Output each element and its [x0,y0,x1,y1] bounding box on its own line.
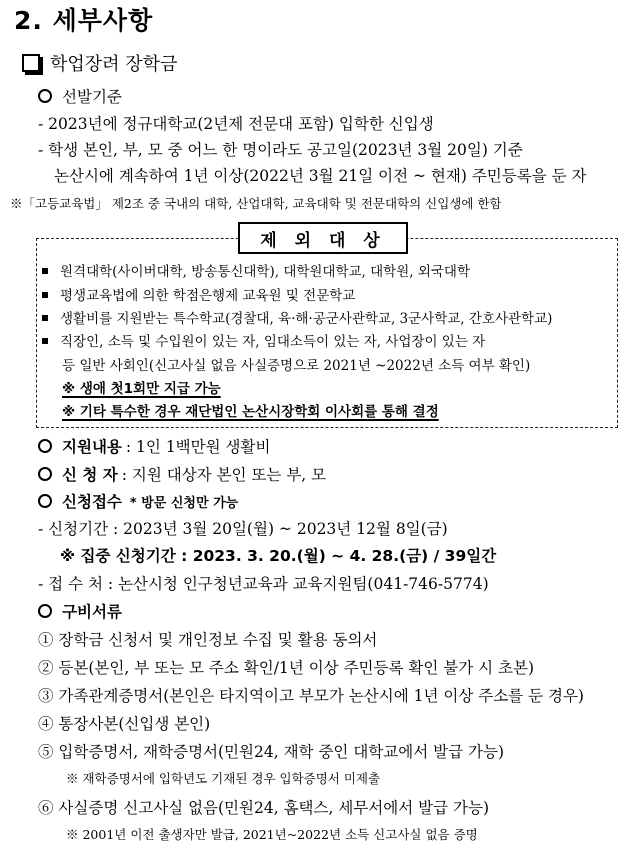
square-bullet-icon [42,338,48,344]
circle-bullet-icon [38,467,52,481]
eligibility-item: - 2023년에 정규대학교(2년제 전문대 포함) 입학한 신입생 [38,115,434,133]
exclusion-note: ※ 기타 특수한 경우 재단법인 논산시장학회 이사회를 통해 결정 [62,404,439,420]
page-title: 2. 세부사항 [14,6,154,35]
exclusion-item-continued: 등 일반 사회인(신고사실 없음 사실증명으로 2021년 ~2022년 소득 여부 확인) [62,358,531,374]
checkbox-icon [22,54,40,72]
application-row: 신청접수 * 방문 신청만 가능 [38,495,238,511]
eligibility-item: - 학생 본인, 부, 모 중 어느 한 명이라도 공고일(2023년 3월 20일) 기준 [38,141,523,159]
exclusion-item: 직장인, 소득 및 수입원이 있는 자, 임대소득이 있는 자, 사업장이 있는 자 [42,336,485,350]
exclusion-item: 원격대학(사이버대학, 방송통신대학), 대학원대학교, 대학원, 외국대학 [42,266,470,280]
document-item: ① 장학금 신청서 및 개인정보 수집 및 활용 동의서 [38,631,378,649]
document-item: ⑤ 입학증명서, 재학증명서(민원24, 재학 중인 대학교에서 발급 가능) [38,743,504,761]
document-item: ③ 가족관계증명서(본인은 타지역이고 부모가 논산시에 1년 이상 주소를 둔 경우) [38,687,584,705]
support-row: 지원내용 : 1인 1백만원 생활비 [38,440,270,456]
square-bullet-icon [42,292,48,298]
exclusion-item: 생활비를 지원받는 특수학교(경찰대, 육·해·공군사관학교, 3군사학교, 간호사관학교) [42,313,552,327]
document-item: ⑥ 사실증명 신고사실 없음(민원24, 홈택스, 세무서에서 발급 가능) [38,799,490,817]
exclusion-item: 평생교육법에 의한 학점은행제 교육원 및 전문학교 [42,290,355,304]
application-focus: ※ 집중 신청기간 : 2023. 3. 20.(월) ~ 4. 28.(금) / 39일간 [60,547,497,565]
application-period: - 신청기간 : 2023년 3월 20일(월) ~ 2023년 12월 8일(금) [38,520,448,538]
application-office: - 접 수 처 : 논산시청 인구청년교육과 교육지원팀(041-746-5774) [38,575,489,593]
document-note: ※ 2001년 이전 출생자만 발급, 2021년~2022년 소득 신고사실 없음 증명 [66,827,478,842]
circle-bullet-icon [38,439,52,453]
exclusion-title: 제 외 대 상 [238,222,408,254]
circle-bullet-icon [38,89,52,103]
documents-heading: 구비서류 [38,605,122,621]
eligibility-heading: 선발기준 [38,90,122,106]
eligibility-note: ※「고등교육법」 제2조 중 국내의 대학, 산업대학, 교육대학 및 전문대학의 신입생에 한함 [10,196,502,211]
circle-bullet-icon [38,604,52,618]
section-title: 학업장려 장학금 [50,54,178,75]
section-heading [22,56,177,74]
document-item: ② 등본(본인, 부 또는 모 주소 확인/1년 이상 주민등록 확인 불가 시 초본) [38,659,535,677]
document-item: ④ 통장사본(신입생 본인) [38,715,211,733]
document-note: ※ 재학증명서에 입학년도 기재된 경우 입학증명서 미제출 [66,771,381,786]
circle-bullet-icon [38,494,52,508]
square-bullet-icon [42,268,48,274]
eligibility-item: 논산시에 계속하여 1년 이상(2022년 3월 21일 이전 ~ 현재) 주민등록을 둔 자 [54,167,587,185]
exclusion-note: ※ 생애 첫1회만 지급 가능 [62,381,221,397]
applicant-row: 신 청 자 : 지원 대상자 본인 또는 부, 모 [38,468,326,484]
square-bullet-icon [42,315,48,321]
